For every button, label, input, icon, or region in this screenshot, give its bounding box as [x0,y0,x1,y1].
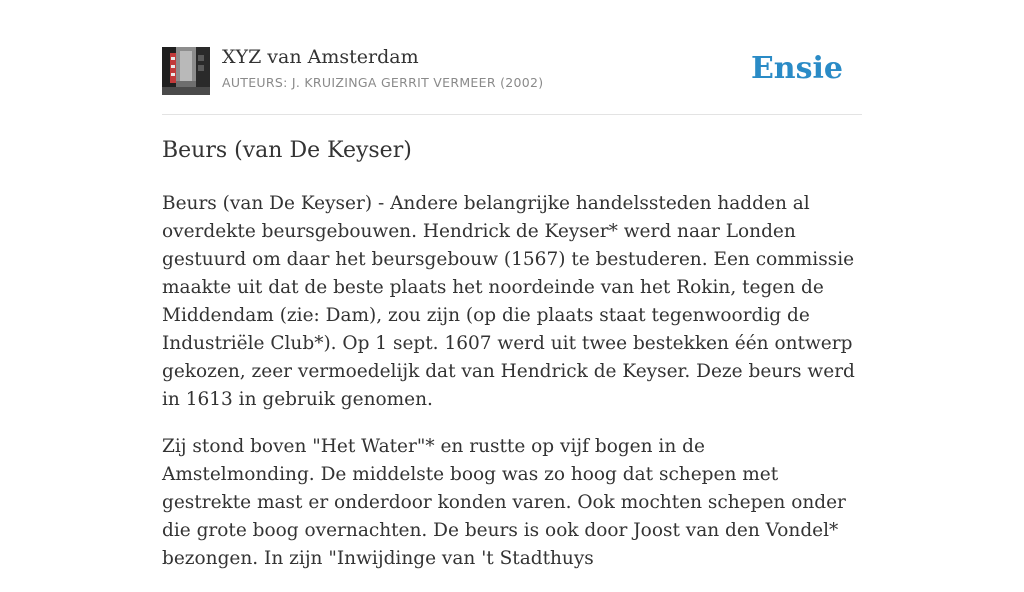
book-authors: AUTEURS: J. KRUIZINGA GERRIT VERMEER (2002) [222,75,544,90]
street-photo-icon [162,47,210,95]
book-cover-avatar[interactable] [162,47,210,95]
entry-paragraph: Beurs (van De Keyser) - Andere belangrijke handelssteden hadden al overdekte beursgebouwen. Hendrick de Keyser* werd naar Londen gestuurd om daar het beursgebouw (1567) te bestuderen. Een commissie maakte uit dat de beste plaats het noordeinde van het Rokin, tegen de Middendam (zie: Dam), zou zijn (op die plaats staat tegenwoordig de Industriële Club*). Op 1 sept. 1607 werd uit twee bestekken één ontwerp gekozen, zeer vermoedelijk dat van Hendrick de Keyser. Deze beurs werd in 1613 in gebruik genomen. [162,193,855,410]
entry-title: Beurs (van De Keyser) [162,138,412,163]
ensie-logo[interactable]: Ensie [750,51,843,86]
entry-paragraph: Zij stond boven "Het Water"* en rustte op vijf bogen in de Amstelmonding. De middelste boog was zo hoog dat schepen met gestrekte mast er onderdoor konden varen. Ook mochten schepen onder die grote boog overnachten. De beurs is ook door Joost van den Vondel* bezongen. In zijn "Inwijdinge van 't Stadthuys [162,436,846,569]
book-title[interactable]: XYZ van Amsterdam [222,46,419,68]
entry-header [162,46,862,115]
entry-body [162,190,862,592]
